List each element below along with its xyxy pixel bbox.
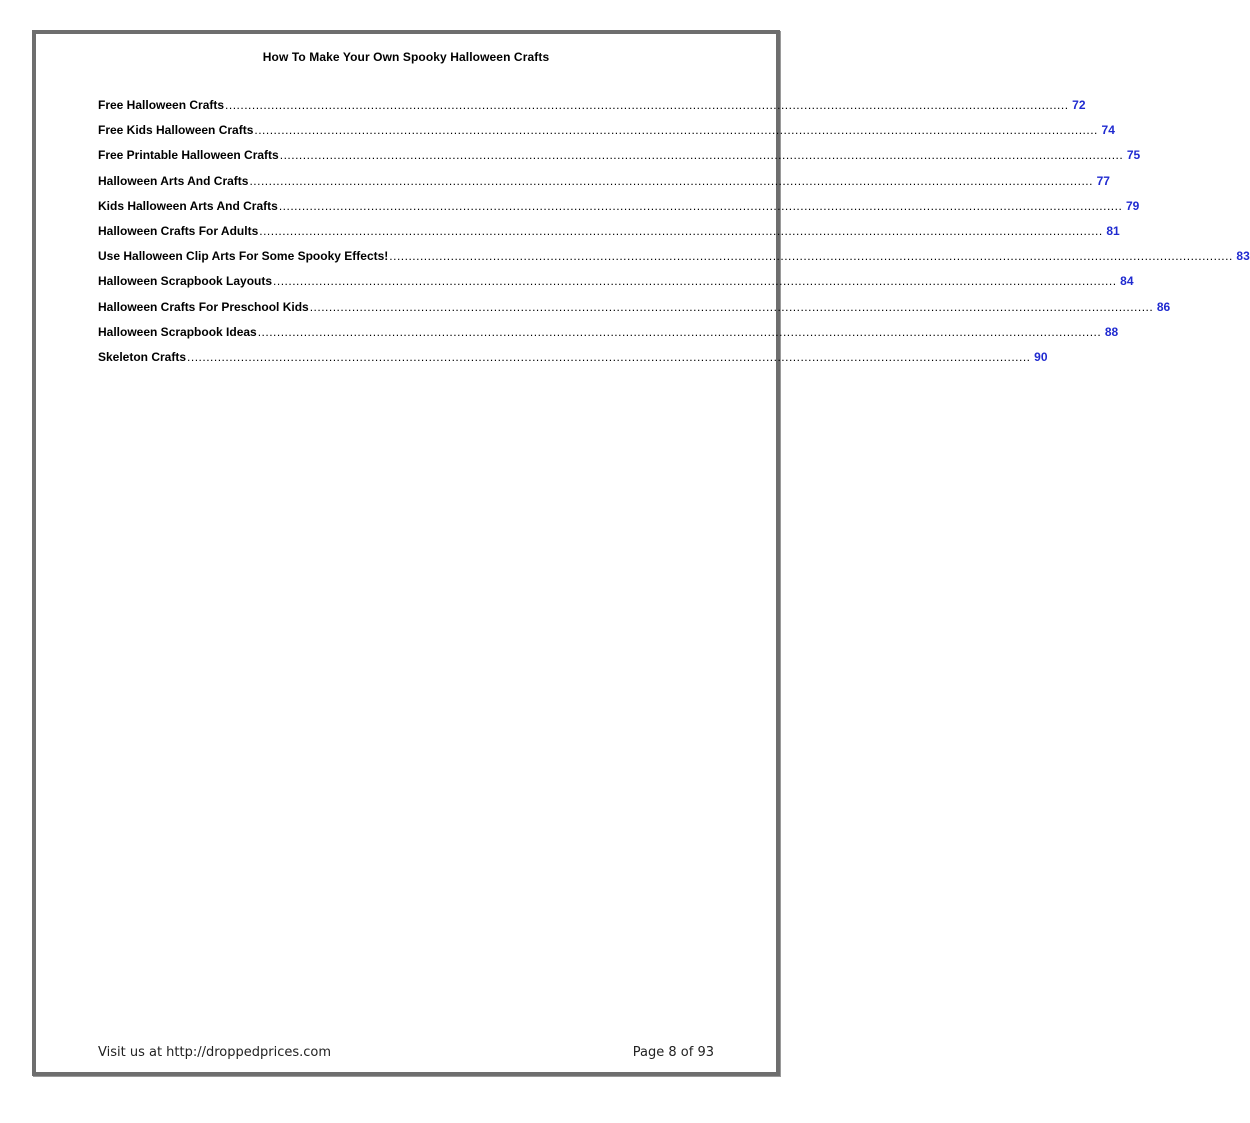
toc-entry[interactable] — [98, 249, 1250, 274]
toc-entry[interactable] — [98, 274, 1134, 299]
table-of-contents — [98, 98, 1250, 375]
toc-entry-page: 84 — [1120, 274, 1134, 289]
toc-dot-leader: ............................................................................................................................................................................................................................ — [273, 274, 1117, 289]
toc-dot-leader: ............................................................................................................................................................................................................................ — [187, 349, 1031, 364]
toc-entry-title: Skeleton Crafts — [98, 349, 187, 364]
toc-entry-page: 86 — [1156, 299, 1171, 314]
toc-entry-page: 79 — [1125, 198, 1140, 213]
toc-entry[interactable] — [98, 123, 1115, 148]
toc-entry[interactable] — [98, 98, 1086, 123]
toc-entry-title: Kids Halloween Arts And Crafts — [98, 198, 278, 213]
toc-entry[interactable] — [98, 223, 1120, 249]
toc-dot-leader: ............................................................................................................................................................................................................................ — [249, 173, 1093, 188]
toc-dot-leader: ............................................................................................................................................................................................................................ — [279, 148, 1124, 163]
toc-entry-page: 81 — [1106, 223, 1120, 238]
toc-entry-page: 90 — [1034, 349, 1048, 364]
toc-dot-leader: ............................................................................................................................................................................................................................ — [389, 249, 1233, 264]
toc-entry-title: Halloween Scrapbook Ideas — [98, 324, 257, 339]
toc-entry-title: Free Halloween Crafts — [98, 98, 225, 112]
footer-page-number: Page 8 of 93 — [632, 1045, 714, 1060]
toc-entry-title: Halloween Scrapbook Layouts — [98, 274, 273, 289]
toc-entry-title: Halloween Arts And Crafts — [98, 173, 249, 188]
toc-entry[interactable] — [98, 299, 1171, 325]
toc-entry-page: 88 — [1104, 324, 1119, 339]
toc-entry-title: Free Printable Halloween Crafts — [98, 148, 279, 163]
toc-entry-title: Free Kids Halloween Crafts — [98, 123, 254, 138]
toc-entry-page: 72 — [1072, 98, 1086, 112]
toc-entry[interactable] — [98, 198, 1140, 224]
toc-dot-leader: ............................................................................................................................................................................................................................ — [257, 324, 1102, 339]
toc-dot-leader: ............................................................................................................................................................................................................................ — [278, 198, 1123, 213]
page-title: How To Make Your Own Spooky Halloween Crafts — [262, 50, 550, 64]
toc-entry-title: Use Halloween Clip Arts For Some Spooky Effects! — [98, 249, 389, 264]
toc-entry[interactable] — [98, 148, 1141, 173]
page-frame — [32, 30, 1250, 1076]
toc-entry[interactable] — [98, 173, 1110, 199]
toc-dot-leader: ............................................................................................................................................................................................................................ — [259, 223, 1103, 238]
toc-entry-page: 74 — [1101, 123, 1115, 138]
toc-entry-title: Halloween Crafts For Preschool Kids — [98, 299, 309, 314]
toc-entry-page: 75 — [1126, 148, 1141, 163]
page-footer — [98, 1045, 714, 1060]
toc-entry-page: 77 — [1096, 173, 1110, 188]
footer-visit-text: Visit us at http://droppedprices.com — [98, 1045, 332, 1060]
toc-entry-page: 83 — [1236, 249, 1250, 264]
toc-entry[interactable] — [98, 349, 1048, 375]
toc-dot-leader: ............................................................................................................................................................................................................................ — [309, 299, 1154, 314]
toc-entry-title: Halloween Crafts For Adults — [98, 223, 259, 238]
toc-dot-leader: ............................................................................................................................................................................................................................ — [225, 98, 1069, 112]
toc-entry[interactable] — [98, 324, 1119, 350]
toc-dot-leader: ............................................................................................................................................................................................................................ — [254, 123, 1098, 138]
